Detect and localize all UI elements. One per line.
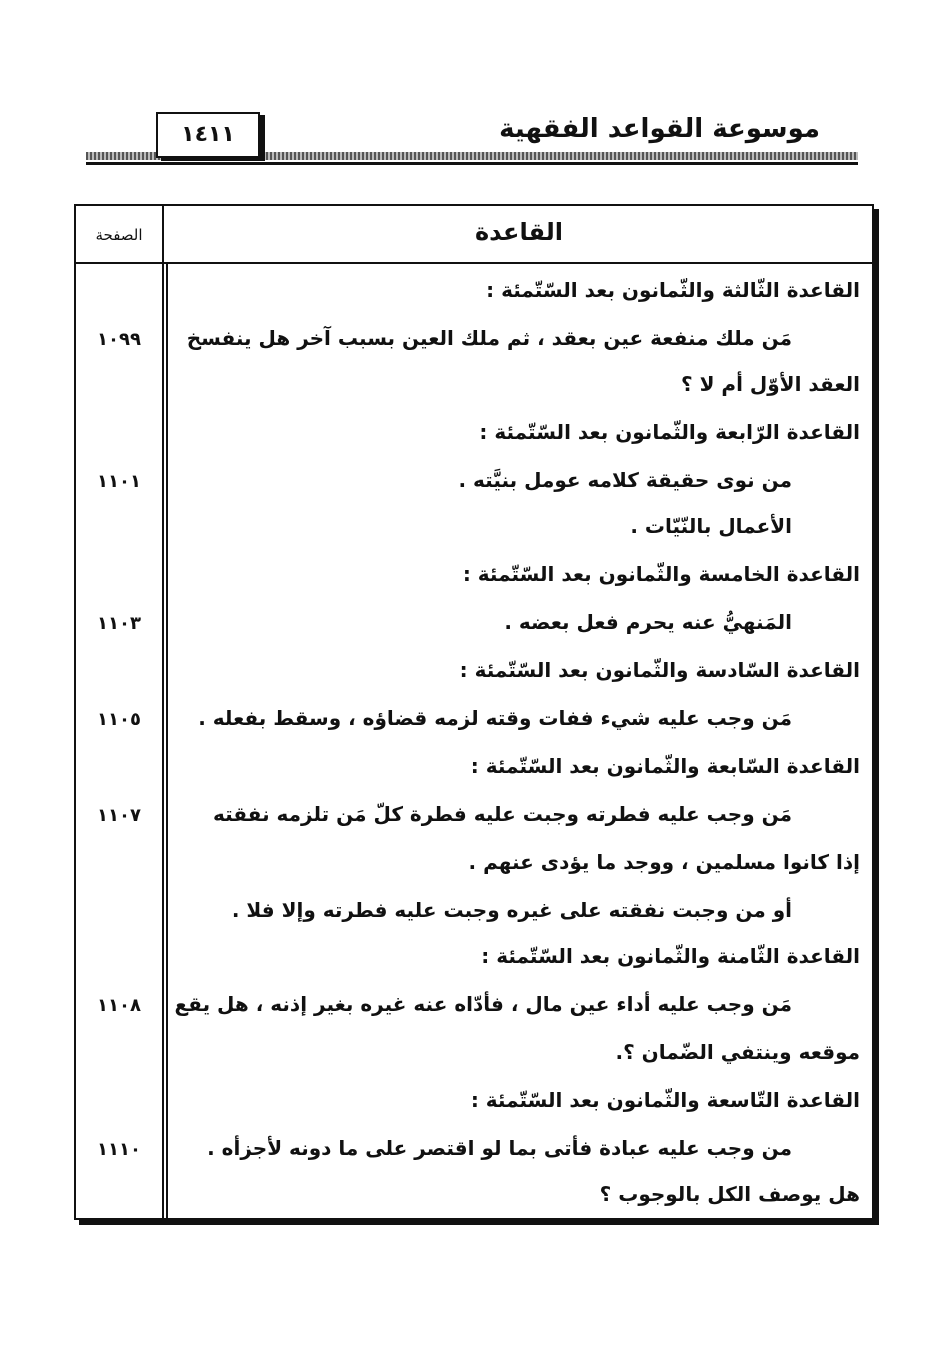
table-row-text: العقد الأوّل أم لا ؟ bbox=[681, 372, 860, 396]
table-row-text: الأعمال بالنّيّات . bbox=[630, 514, 792, 538]
table-row-text: مَن وجب عليه شيء ففات وقته لزمه قضاؤه ، وسقط بفعله . bbox=[198, 706, 792, 730]
column-divider bbox=[162, 206, 164, 1218]
table-row-text: القاعدة السّادسة والثّمانون بعد السّتّمئة : bbox=[459, 658, 860, 682]
table-row-text: القاعدة السّابعة والثّمانون بعد السّتّمئة : bbox=[470, 754, 860, 778]
column-header-rule: القاعدة bbox=[475, 218, 563, 246]
table-row-page: ١١١٠ bbox=[97, 1139, 141, 1160]
table-row-text: القاعدة الخامسة والثّمانون بعد السّتّمئة : bbox=[462, 562, 860, 586]
table-row-text: القاعدة التّاسعة والثّمانون بعد السّتّمئة : bbox=[470, 1088, 860, 1112]
table-row-page: ١١٠٣ bbox=[97, 613, 141, 634]
table-row-page: ١٠٩٩ bbox=[97, 329, 141, 350]
table-row-text: مَن وجب عليه أداء عين مال ، فأدّاه عنه غيره بغير إذنه ، هل يقع bbox=[174, 992, 792, 1016]
table-row-text: المَنهيُّ عنه يحرم فعل بعضه . bbox=[504, 610, 792, 634]
table-row-page: ١١٠١ bbox=[97, 471, 141, 492]
table-row-text: من نوى حقيقة كلامه عومل بنيَّته . bbox=[458, 468, 792, 492]
table-row-text: القاعدة الثّامنة والثّمانون بعد السّتّمئة : bbox=[481, 944, 860, 968]
table-row-text: القاعدة الثّالثة والثّمانون بعد السّتّمئة : bbox=[486, 278, 860, 302]
table-row-page: ١١٠٧ bbox=[97, 805, 141, 826]
table-row-text: القاعدة الرّابعة والثّمانون بعد السّتّمئة : bbox=[479, 420, 860, 444]
column-header-page: الصفحة bbox=[95, 226, 143, 244]
table-row-page: ١١٠٨ bbox=[97, 995, 141, 1016]
table-row-text: هل يوصف الكل بالوجوب ؟ bbox=[599, 1182, 860, 1206]
table-header bbox=[76, 206, 872, 264]
column-divider-inner bbox=[166, 264, 168, 1218]
table-row-text: موقعه وينتفي الضّمان ؟. bbox=[615, 1040, 860, 1064]
page-header bbox=[86, 112, 858, 168]
table-row-text: إذا كانوا مسلمين ، ووجد ما يؤدى عنهم . bbox=[468, 850, 860, 874]
index-table bbox=[74, 204, 874, 1220]
header-rule bbox=[86, 162, 858, 165]
book-title: موسوعة القواعد الفقهية bbox=[499, 114, 820, 144]
table-row-text: أو من وجبت نفقته على غيره وجبت عليه فطرته وإلا فلا . bbox=[231, 898, 792, 922]
table-row-text: مَن وجب عليه فطرته وجبت عليه فطرة كلّ مَن تلزمه نفقته bbox=[212, 802, 792, 826]
table-row-page: ١١٠٥ bbox=[97, 709, 141, 730]
table-row-text: مَن ملك منفعة عين بعقد ، ثم ملك العين بسبب آخر هل ينفسخ bbox=[186, 326, 792, 350]
page-number: ١٤١١ bbox=[156, 112, 260, 158]
table-row-text: من وجب عليه عبادة فأتى بما لو اقتصر على ما دونه لأجزأه . bbox=[207, 1136, 792, 1160]
